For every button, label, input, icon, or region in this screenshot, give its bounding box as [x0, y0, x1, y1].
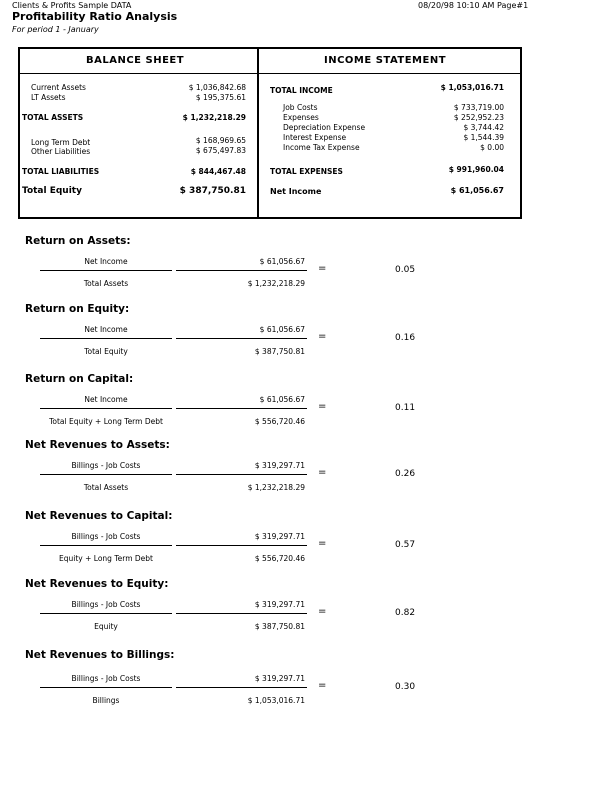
ratio-numerator-value: $ 61,056.67 — [259, 325, 305, 334]
ratio-denominator-value: $ 387,750.81 — [254, 347, 305, 356]
ratio-divider-left — [40, 270, 172, 271]
ratio-numerator-label: Net Income — [84, 257, 128, 266]
long-term-debt-label: Long Term Debt — [31, 138, 91, 147]
ratio-numerator-value: $ 319,297.71 — [254, 461, 305, 470]
ratio-result: 0.26 — [395, 469, 416, 479]
ratio-numerator-value: $ 319,297.71 — [254, 600, 305, 609]
ratio-denominator-label: Billings — [92, 696, 120, 705]
ratio-divider-left — [40, 474, 172, 475]
other-liabilities-label: Other Liabilities — [31, 147, 91, 156]
ratio-numerator-label: Net Income — [84, 395, 128, 404]
job-costs-label: Job Costs — [283, 103, 318, 112]
ratio-denominator-value: $ 556,720.46 — [254, 417, 305, 426]
current-assets-value: $ 1,036,842.68 — [188, 83, 246, 92]
total-income-label: TOTAL INCOME — [270, 86, 333, 95]
net-income-value: $ 61,056.67 — [450, 186, 504, 195]
ratio-title: Return on Equity: — [25, 303, 130, 315]
total-assets-label: TOTAL ASSETS — [22, 113, 84, 122]
ratio-denominator-value: $ 387,750.81 — [254, 622, 305, 631]
ratio-result: 0.05 — [395, 265, 416, 275]
ratio-numerator-label: Billings - Job Costs — [71, 600, 141, 609]
company-name: Clients & Profits Sample DATA — [12, 1, 132, 10]
ratio-numerator-label: Billings - Job Costs — [71, 461, 141, 470]
ratio-denominator-label: Total Assets — [83, 279, 129, 288]
ratio-title: Return on Capital: — [25, 373, 134, 385]
net-income-label: Net Income — [270, 187, 322, 196]
ratio-divider-left — [40, 613, 172, 614]
equals-sign: = — [318, 263, 327, 274]
depreciation-value: $ 3,744.42 — [463, 123, 504, 132]
ratio-numerator-label: Billings - Job Costs — [71, 674, 141, 683]
ratio-title: Net Revenues to Capital: — [25, 510, 173, 522]
total-liabilities-label: TOTAL LIABILITIES — [22, 167, 100, 176]
ratio-numerator-value: $ 319,297.71 — [254, 674, 305, 683]
expenses-label: Expenses — [283, 113, 319, 122]
current-assets-label: Current Assets — [31, 83, 86, 92]
summary-header-rule — [18, 73, 522, 74]
ratio-denominator-label: Total Equity + Long Term Debt — [49, 417, 163, 426]
other-liabilities-value: $ 675,497.83 — [195, 146, 246, 155]
interest-value: $ 1,544.39 — [463, 133, 504, 142]
ratio-result: 0.30 — [395, 682, 416, 692]
page-number: Page#1 — [497, 1, 529, 10]
ratio-result: 0.57 — [395, 540, 416, 550]
report-period: For period 1 - January — [12, 25, 99, 34]
ratio-divider-left — [40, 545, 172, 546]
lt-assets-label: LT Assets — [31, 93, 66, 102]
income-statement-heading: INCOME STATEMENT — [324, 55, 447, 66]
ratio-result: 0.82 — [395, 608, 416, 618]
report-title: Profitability Ratio Analysis — [12, 10, 178, 23]
depreciation-label: Depreciation Expense — [283, 123, 366, 132]
ratio-denominator-label: Total Equity — [84, 347, 128, 356]
ratio-result: 0.16 — [395, 333, 416, 343]
ratio-title: Net Revenues to Billings: — [25, 649, 175, 661]
ratio-denominator-value: $ 1,053,016.71 — [247, 696, 305, 705]
ratio-numerator-value: $ 61,056.67 — [259, 395, 305, 404]
income-tax-value: $ 0.00 — [480, 143, 504, 152]
expenses-value: $ 252,952.23 — [453, 113, 504, 122]
ratio-title: Net Revenues to Assets: — [25, 439, 170, 451]
ratio-title: Return on Assets: — [25, 235, 131, 247]
ratio-divider-left — [40, 408, 172, 409]
ratio-divider-right — [176, 687, 307, 688]
total-income-value: $ 1,053,016.71 — [440, 83, 504, 92]
total-expenses-value: $ 991,960.04 — [448, 165, 504, 174]
ratio-title: Net Revenues to Equity: — [25, 578, 169, 590]
ratio-divider-right — [176, 338, 307, 339]
income-tax-label: Income Tax Expense — [283, 143, 360, 152]
balance-sheet-heading: BALANCE SHEET — [86, 55, 185, 66]
ratio-divider-right — [176, 408, 307, 409]
ratio-denominator-label: Equity — [94, 622, 118, 631]
long-term-debt-value: $ 168,969.65 — [195, 136, 246, 145]
ratio-divider-left — [40, 338, 172, 339]
equals-sign: = — [318, 680, 327, 691]
total-equity-value: $ 387,750.81 — [179, 186, 246, 196]
total-equity-label: Total Equity — [22, 186, 82, 196]
ratio-numerator-label: Net Income — [84, 325, 128, 334]
ratio-divider-right — [176, 474, 307, 475]
interest-label: Interest Expense — [283, 133, 347, 142]
ratio-denominator-label: Total Assets — [83, 483, 129, 492]
ratio-divider-right — [176, 270, 307, 271]
ratio-numerator-label: Billings - Job Costs — [71, 532, 141, 541]
equals-sign: = — [318, 606, 327, 617]
total-liabilities-value: $ 844,467.48 — [190, 167, 246, 176]
ratio-numerator-value: $ 319,297.71 — [254, 532, 305, 541]
job-costs-value: $ 733,719.00 — [453, 103, 504, 112]
ratio-divider-right — [176, 613, 307, 614]
ratio-result: 0.11 — [395, 403, 416, 413]
report-datetime: 08/20/98 10:10 AM — [418, 1, 495, 10]
total-expenses-label: TOTAL EXPENSES — [270, 167, 343, 176]
ratio-denominator-value: $ 1,232,218.29 — [247, 483, 305, 492]
lt-assets-value: $ 195,375.61 — [195, 93, 246, 102]
ratio-denominator-value: $ 556,720.46 — [254, 554, 305, 563]
equals-sign: = — [318, 467, 327, 478]
equals-sign: = — [318, 401, 327, 412]
equals-sign: = — [318, 331, 327, 342]
ratio-numerator-value: $ 61,056.67 — [259, 257, 305, 266]
equals-sign: = — [318, 538, 327, 549]
total-assets-value: $ 1,232,218.29 — [182, 113, 246, 122]
ratio-denominator-value: $ 1,232,218.29 — [247, 279, 305, 288]
ratio-denominator-label: Equity + Long Term Debt — [59, 554, 153, 563]
ratio-divider-left — [40, 687, 172, 688]
ratio-divider-right — [176, 545, 307, 546]
